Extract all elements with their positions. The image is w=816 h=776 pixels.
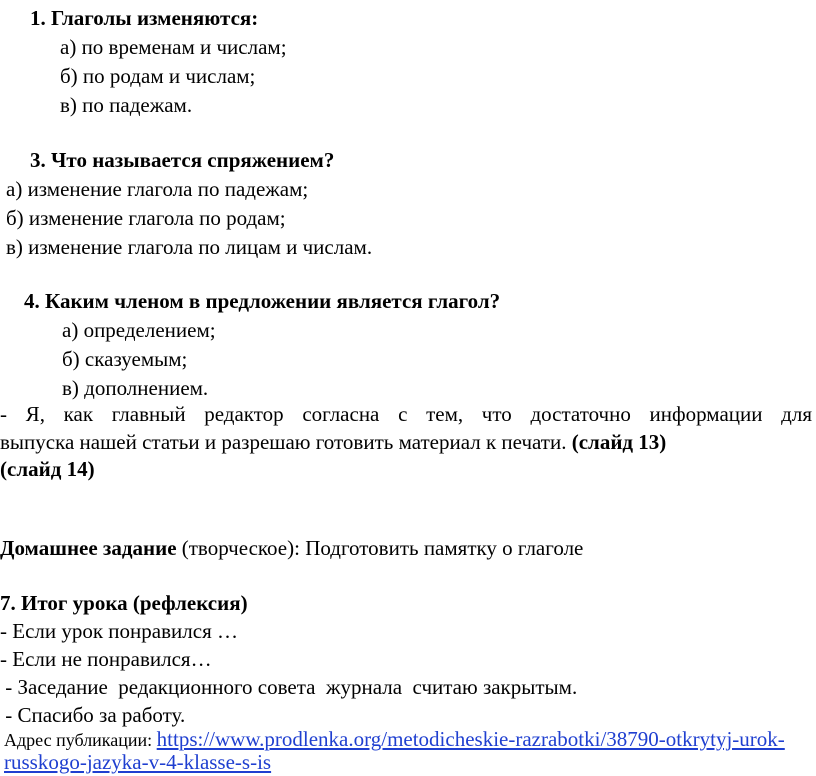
question-3-option-a: а) изменение глагола по падежам; xyxy=(6,177,309,201)
publication-label: Адрес публикации: xyxy=(4,730,157,750)
summary-line-3: - Заседание редакционного совета журнала считаю закрытым. xyxy=(0,675,578,699)
editor-statement-line-2 xyxy=(0,428,666,457)
slide-14-label: (слайд 14) xyxy=(0,457,95,481)
summary-line-2: - Если не понравился… xyxy=(0,647,212,671)
editor-statement-text: выпуска нашей статьи и разрешаю готовить материал к печати. xyxy=(0,430,567,454)
question-4-option-c: в) дополнением. xyxy=(62,376,209,400)
slide-13-label: (слайд 13) xyxy=(571,430,667,454)
question-3-title: 3. Что называется спряжением? xyxy=(30,148,335,172)
question-4-option-a: а) определением; xyxy=(62,318,216,342)
publication-line-2 xyxy=(4,750,271,774)
question-3-option-b: б) изменение глагола по родам; xyxy=(6,206,286,230)
publication-link-continued[interactable]: russkogo-jazyka-v-4-klasse-s-is xyxy=(4,750,272,774)
summary-title: 7. Итог урока (рефлексия) xyxy=(0,591,248,615)
publication-line-1 xyxy=(4,726,785,752)
summary-line-4: - Спасибо за работу. xyxy=(0,703,186,727)
summary-line-1: - Если урок понравился … xyxy=(0,619,238,643)
question-1-option-c: в) по падежам. xyxy=(60,93,193,117)
publication-link[interactable]: https://www.prodlenka.org/metodicheskie-razrabotki/38790-otkrytyj-urok- xyxy=(156,727,785,751)
question-1-option-b: б) по родам и числам; xyxy=(60,64,256,88)
question-3-option-c: в) изменение глагола по лицам и числам. xyxy=(6,235,373,259)
question-1-title: 1. Глаголы изменяются: xyxy=(30,6,259,30)
homework-line xyxy=(0,534,583,563)
editor-statement-line-1: - Я, как главный редактор согласна с тем, что достаточно информации для xyxy=(0,402,812,426)
question-4-title: 4. Каким членом в предложении является глагол? xyxy=(24,289,501,313)
question-1-option-a: а) по временам и числам; xyxy=(60,35,287,59)
question-4-option-b: б) сказуемым; xyxy=(62,347,188,371)
homework-label: Домашнее задание xyxy=(0,536,177,560)
homework-text: (творческое): Подготовить памятку о глаголе xyxy=(176,536,584,560)
